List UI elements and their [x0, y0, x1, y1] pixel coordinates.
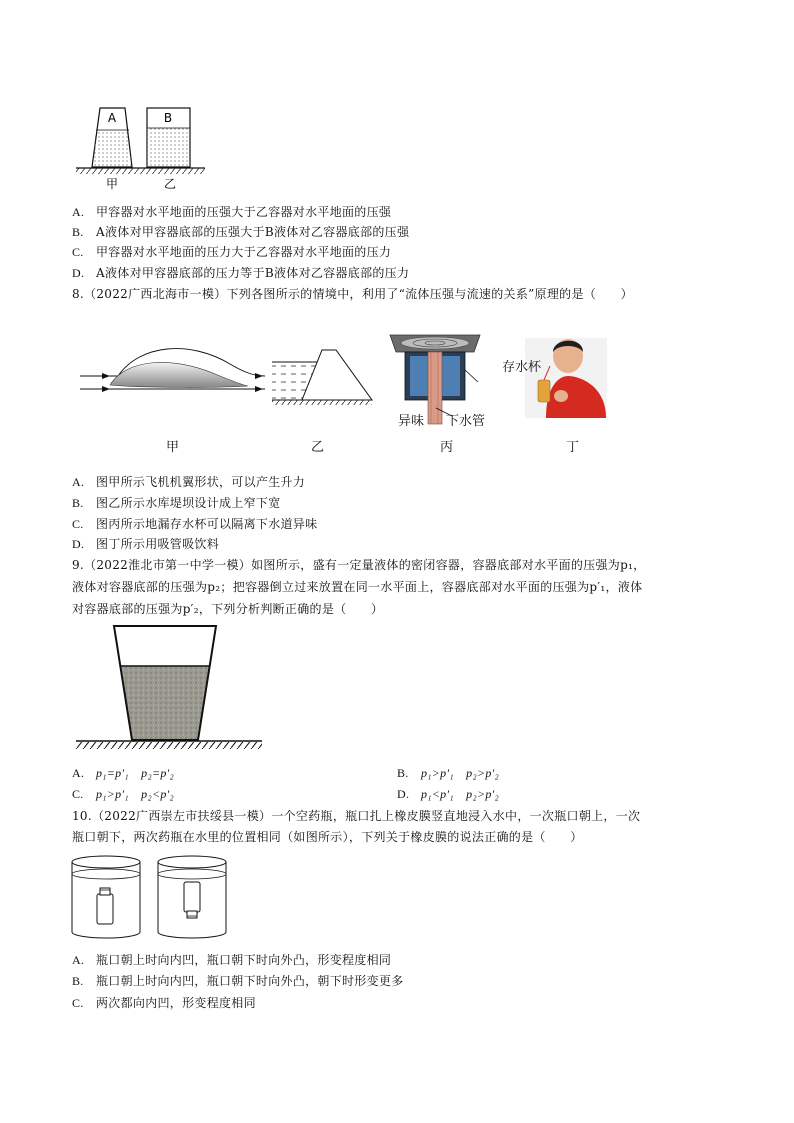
q9-stem-line3: 对容器底部的压强为p′₂，下列分析判断正确的是（ ） — [72, 602, 384, 616]
q8-figures-svg — [80, 330, 620, 430]
q8-option-c — [72, 516, 317, 532]
option-letter: B. — [72, 225, 84, 239]
option-text: 甲容器对水平地面的压强大于乙容器对水平地面的压强 — [96, 205, 392, 219]
q9-option-c — [72, 786, 174, 802]
q8-label-yi: 乙 — [311, 440, 325, 455]
option-letter: C. — [72, 245, 84, 259]
q8-option-a — [72, 474, 305, 490]
option-letter: D. — [397, 787, 410, 801]
option-text: 瓶口朝上时向内凹，瓶口朝下时向外凸，形变程度相同 — [96, 953, 392, 967]
wing-airflow-figure — [80, 349, 265, 392]
q7-option-c — [72, 244, 391, 260]
q8-option-b — [72, 495, 281, 511]
option-text: 甲容器对水平地面的压力大于乙容器对水平地面的压力 — [96, 245, 392, 259]
option-text: p₁>p′₁ p₂>p′₂ — [421, 766, 500, 780]
q8-stem: 8.（2022广西北海市一模）下列各图所示的情境中，利用了“流体压强与流速的关系”原理的是（ ） — [72, 287, 633, 301]
dam-figure — [272, 350, 372, 405]
q9-option-a — [72, 765, 174, 781]
option-letter: B. — [72, 496, 84, 510]
option-text: A液体对甲容器底部的压力等于B液体对乙容器底部的压力 — [96, 266, 410, 280]
boy-straw-figure — [525, 338, 607, 418]
option-text: 图甲所示飞机机翼形状，可以产生升力 — [96, 475, 306, 489]
q9-stem-line1: 9.（2022淮北市第一中学一模）如图所示，盛有一定量液体的密闭容器，容器底部对水平面的压强为p₁， — [72, 558, 646, 572]
q8-label-ding: 丁 — [566, 440, 580, 455]
option-text: p₁>p′₁ p₂<p′₂ — [96, 787, 175, 801]
option-text: 瓶口朝上时向内凹，瓶口朝下时向外凸，朝下时形变更多 — [96, 974, 404, 988]
label-yi: 乙 — [163, 177, 177, 191]
q9-container-diagram — [70, 622, 270, 754]
option-letter: A. — [72, 475, 85, 489]
box-a-label: A — [107, 111, 117, 125]
q10-beakers-diagram — [64, 852, 254, 942]
option-letter: B. — [397, 766, 409, 780]
option-text: 图丁所示用吸管吸饮料 — [96, 537, 220, 551]
q10-option-c — [72, 995, 256, 1011]
q10-option-b — [72, 973, 404, 989]
label-jia: 甲 — [105, 177, 119, 191]
option-letter: A. — [72, 205, 85, 219]
q10-option-a — [72, 952, 391, 968]
box-b-label: B — [163, 111, 173, 125]
drain-label-pipe: 下水管 — [446, 414, 486, 429]
q9-stem-line2: 液体对容器底部的压强为p₂；把容器倒立过来放置在同一水平面上，容器底部对水平面的压强为p′₁，液体 — [72, 580, 643, 594]
option-letter: D. — [72, 537, 85, 551]
option-text: 两次都向内凹，形变程度相同 — [96, 996, 256, 1010]
option-text: p₁=p′₁ p₂=p′₂ — [96, 766, 175, 780]
option-letter: A. — [72, 766, 85, 780]
q7-option-d — [72, 265, 409, 281]
q7-figure — [70, 100, 230, 195]
option-text: 图丙所示地漏存水杯可以隔离下水道异味 — [96, 517, 318, 531]
q10-figure — [64, 852, 254, 942]
option-letter: B. — [72, 974, 84, 988]
option-letter: C. — [72, 517, 84, 531]
option-letter: C. — [72, 787, 84, 801]
q9-figure — [70, 622, 270, 754]
q10-stem-line2: 瓶口朝下，两次药瓶在水里的位置相同（如图所示），下列关于橡皮膜的说法正确的是（ ） — [72, 830, 583, 844]
q10-stem-line1: 10.（2022广西崇左市扶绥县一模）一个空药瓶，瓶口扎上橡皮膜竖直地浸入水中，一次瓶口朝上，一次 — [72, 809, 641, 823]
q7-option-a — [72, 204, 391, 220]
q7-containers-diagram — [70, 100, 230, 195]
q8-label-bing: 丙 — [440, 440, 454, 455]
option-letter: D. — [72, 266, 85, 280]
option-letter: C. — [72, 996, 84, 1010]
option-letter: A. — [72, 953, 85, 967]
drain-label-odor: 异味 — [398, 414, 425, 429]
option-text: A液体对甲容器底部的压强大于B液体对乙容器底部的压强 — [96, 225, 410, 239]
q7-option-b — [72, 224, 409, 240]
q9-option-b — [397, 765, 499, 781]
drain-label-cup: 存水杯 — [502, 360, 542, 375]
option-text: 图乙所示水库堤坝设计成上窄下宽 — [96, 496, 281, 510]
q8-figure — [80, 330, 620, 430]
q8-option-d — [72, 536, 219, 552]
option-text: p₁<p′₁ p₂>p′₂ — [421, 787, 500, 801]
q8-label-jia: 甲 — [166, 440, 180, 455]
q9-option-d — [397, 786, 499, 802]
